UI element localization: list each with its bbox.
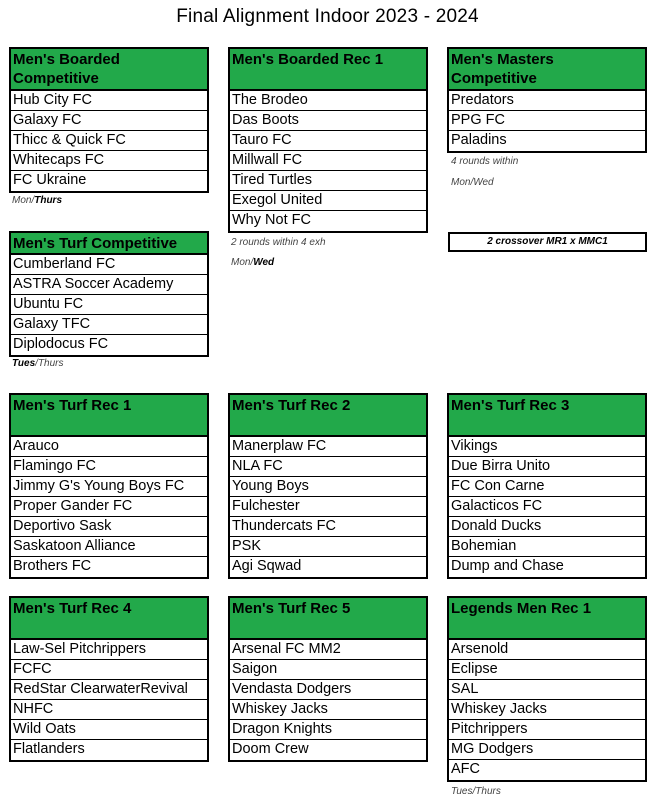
team-row: Dragon Knights xyxy=(230,720,426,740)
division-mens-boarded-rec-1 xyxy=(228,47,428,233)
team-row: Law-Sel Pitchrippers xyxy=(11,640,207,660)
division-mens-masters-competitive xyxy=(447,47,647,153)
team-row: Galaxy FC xyxy=(11,111,207,131)
division-header: Legends Men Rec 1 xyxy=(449,598,645,640)
team-row: Vendasta Dodgers xyxy=(230,680,426,700)
team-row: RedStar ClearwaterRevival xyxy=(11,680,207,700)
team-row: Due Birra Unito xyxy=(449,457,645,477)
team-row: AFC xyxy=(451,761,480,777)
team-row: Fulchester xyxy=(230,497,426,517)
division-mens-turf-competitive xyxy=(9,231,209,357)
schedule-note xyxy=(12,358,64,369)
team-row: Thicc & Quick FC xyxy=(11,131,207,151)
team-row: NHFC xyxy=(11,700,207,720)
team-row: Cumberland FC xyxy=(11,255,207,275)
team-row: Flamingo FC xyxy=(11,457,207,477)
division-mens-turf-rec-1 xyxy=(9,393,209,579)
team-row: Doom Crew xyxy=(232,741,309,757)
team-row: FCFC xyxy=(11,660,207,680)
team-row: Hub City FC xyxy=(11,91,207,111)
division-header: Men's Turf Competitive xyxy=(11,233,207,255)
division-legends-men-rec-1 xyxy=(447,596,647,782)
team-row: MG Dodgers xyxy=(449,740,645,760)
team-row: NLA FC xyxy=(230,457,426,477)
team-row: Deportivo Sask xyxy=(11,517,207,537)
team-row: Saigon xyxy=(230,660,426,680)
team-row: SAL xyxy=(449,680,645,700)
schedule-day-bold: Tues xyxy=(12,358,36,369)
team-row: The Brodeo xyxy=(230,91,426,111)
division-mens-turf-rec-5 xyxy=(228,596,428,762)
division-header: Men's Turf Rec 3 xyxy=(449,395,645,437)
team-row: Tauro FC xyxy=(230,131,426,151)
team-row: PSK xyxy=(230,537,426,557)
team-row: Galaxy TFC xyxy=(11,315,207,335)
team-row: Manerplaw FC xyxy=(230,437,426,457)
division-header: Men's Turf Rec 2 xyxy=(230,395,426,437)
team-row: FC Ukraine xyxy=(13,172,87,188)
rounds-note: 4 rounds within xyxy=(451,156,519,167)
schedule-note xyxy=(231,257,274,268)
page-title: Final Alignment Indoor 2023 - 2024 xyxy=(176,6,479,27)
team-row: Vikings xyxy=(449,437,645,457)
schedule-note xyxy=(12,195,62,206)
division-header: Men's Masters Competitive xyxy=(449,49,645,91)
team-row: Dump and Chase xyxy=(451,558,564,574)
team-row: Thundercats FC xyxy=(230,517,426,537)
team-row: Whiskey Jacks xyxy=(449,700,645,720)
schedule-note: Tues/Thurs xyxy=(451,786,501,797)
schedule-day-bold: Wed xyxy=(253,257,275,268)
schedule-day: /Thurs xyxy=(35,358,64,369)
team-row: Galacticos FC xyxy=(449,497,645,517)
team-row: Donald Ducks xyxy=(449,517,645,537)
rounds-note: 2 rounds within 4 exh xyxy=(231,237,326,248)
team-row: Wild Oats xyxy=(11,720,207,740)
schedule-day-bold: Thurs xyxy=(34,195,63,206)
division-mens-turf-rec-2 xyxy=(228,393,428,579)
team-row: Paladins xyxy=(451,132,507,148)
team-row: Tired Turtles xyxy=(230,171,426,191)
team-row: ASTRA Soccer Academy xyxy=(11,275,207,295)
team-row: Proper Gander FC xyxy=(11,497,207,517)
team-row: Millwall FC xyxy=(230,151,426,171)
division-mens-turf-rec-4 xyxy=(9,596,209,762)
team-row: PPG FC xyxy=(449,111,645,131)
team-row: Flatlanders xyxy=(13,741,85,757)
team-row: FC Con Carne xyxy=(449,477,645,497)
team-row: Bohemian xyxy=(449,537,645,557)
team-row: Das Boots xyxy=(230,111,426,131)
schedule-note: Mon/Wed xyxy=(451,177,494,188)
schedule-day: Mon/ xyxy=(231,257,254,268)
team-row: Whiskey Jacks xyxy=(230,700,426,720)
team-row: Jimmy G's Young Boys FC xyxy=(11,477,207,497)
schedule-day: Mon/ xyxy=(12,195,35,206)
division-header: Men's Turf Rec 4 xyxy=(11,598,207,640)
crossover-note: 2 crossover MR1 x MMC1 xyxy=(448,232,647,252)
team-row: Exegol United xyxy=(230,191,426,211)
team-row: Eclipse xyxy=(449,660,645,680)
team-row: Young Boys xyxy=(230,477,426,497)
division-header: Men's Boarded Rec 1 xyxy=(230,49,426,91)
team-row: Arauco xyxy=(11,437,207,457)
team-row: Whitecaps FC xyxy=(11,151,207,171)
team-row: Diplodocus FC xyxy=(13,336,109,352)
team-row: Predators xyxy=(449,91,645,111)
team-row: Ubuntu FC xyxy=(11,295,207,315)
team-row: Arsenal FC MM2 xyxy=(230,640,426,660)
team-row: Agi Sqwad xyxy=(232,558,302,574)
team-row: Pitchrippers xyxy=(449,720,645,740)
team-row: Saskatoon Alliance xyxy=(11,537,207,557)
division-mens-boarded-competitive xyxy=(9,47,209,193)
division-header: Men's Turf Rec 5 xyxy=(230,598,426,640)
division-mens-turf-rec-3 xyxy=(447,393,647,579)
team-row: Why Not FC xyxy=(232,212,311,228)
team-row: Arsenold xyxy=(449,640,645,660)
team-row: Brothers FC xyxy=(13,558,92,574)
division-header: Men's Boarded Competitive xyxy=(11,49,207,91)
division-header: Men's Turf Rec 1 xyxy=(11,395,207,437)
